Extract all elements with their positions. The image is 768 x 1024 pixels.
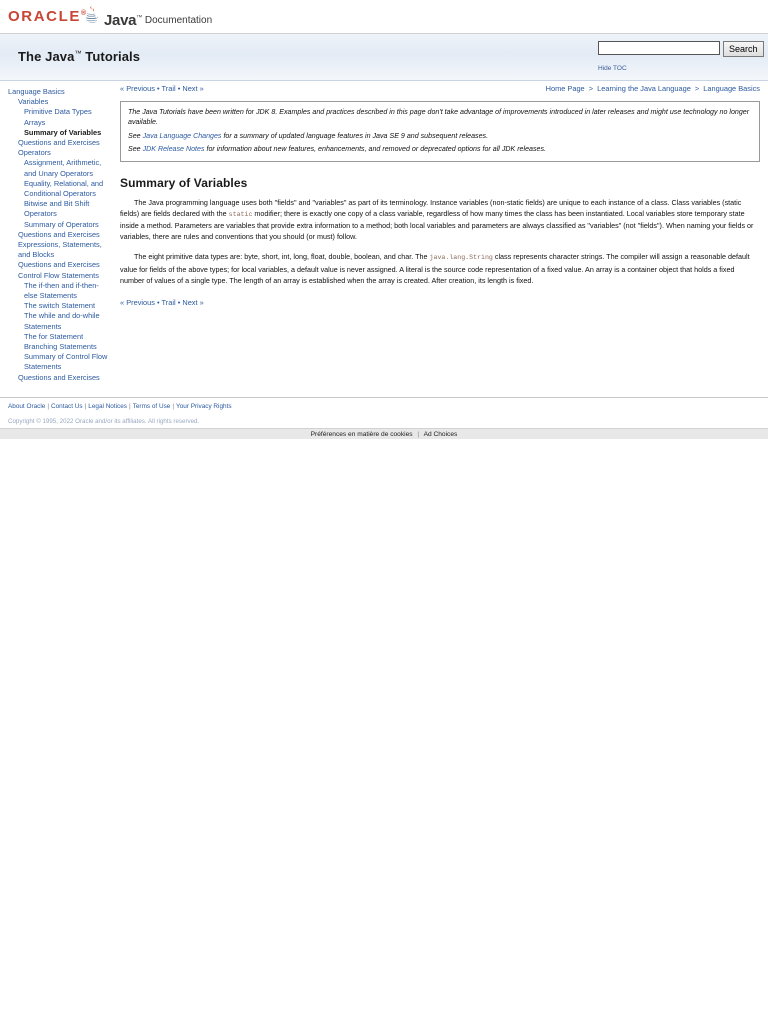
toc-item[interactable]: Variables — [18, 97, 49, 107]
table-of-contents-sidebar — [0, 81, 110, 383]
trail-link-bottom[interactable]: Trail — [161, 298, 176, 308]
search-input[interactable] — [598, 41, 720, 55]
page-body — [0, 81, 768, 383]
breadcrumb — [546, 81, 760, 96]
toc-item[interactable]: Equality, Relational, and Conditional Operators — [24, 178, 104, 199]
trail-link-top[interactable]: Trail — [161, 84, 176, 93]
toc-item[interactable]: Assignment, Arithmetic, and Unary Operators — [24, 158, 102, 178]
top-navigation-bar — [118, 81, 762, 96]
java-language-changes-link[interactable]: Java Language Changes — [142, 131, 222, 140]
paragraph-2-text-a: The eight primitive data types are: byte, short, int, long, float, double, boolean, and char. The — [134, 252, 430, 262]
paragraph-2-text-b: class represents character strings. The compiler will assign a reasonable default value for fields of the above types; for local variables, a default value is never assigned. A literal is the source code representation of a fixed value. An array is a container object that holds a fixed number of values of a single type. The length of an array is established when the array is created. After creation, its length is fixed. — [120, 252, 750, 285]
oracle-logo-text: ORACLE — [8, 8, 81, 25]
prev-arrow-bottom: « — [120, 298, 125, 308]
toc-item[interactable]: Summary of Control Flow Statements — [24, 352, 108, 372]
toc-item[interactable]: The while and do-while Statements — [24, 311, 100, 331]
jdk-version-notice-box — [120, 101, 760, 162]
article-heading: Summary of Variables — [120, 175, 248, 190]
notice-line-3 — [128, 144, 752, 154]
jdk-release-notes-link[interactable]: JDK Release Notes — [142, 145, 205, 154]
prev-trail-next-nav-bottom — [120, 295, 204, 310]
next-arrow-bottom: » — [199, 298, 204, 308]
article-paragraph-1 — [120, 197, 760, 243]
toc-item[interactable]: The switch Statement — [24, 301, 96, 311]
footer-link-about-oracle[interactable]: About Oracle — [8, 402, 46, 410]
toc-item[interactable]: Questions and Exercises — [18, 372, 100, 382]
toc-item[interactable]: Branching Statements — [24, 342, 97, 352]
site-title-prefix: The Java — [18, 49, 75, 64]
notice-line-2-pre: See — [128, 131, 143, 140]
inline-code-java-lang-string: java.lang.String — [429, 254, 493, 262]
next-link-bottom[interactable]: Next — [182, 298, 198, 308]
toc-item[interactable]: The for Statement — [24, 331, 84, 341]
next-link-top[interactable]: Next — [182, 84, 198, 93]
footer-separator: | — [47, 402, 49, 410]
nav-separator-top-2: • — [177, 84, 181, 93]
inline-code-static: static — [228, 210, 253, 218]
toc-item[interactable]: Control Flow Statements — [18, 270, 99, 280]
footer-link-your-privacy-rights[interactable]: Your Privacy Rights — [176, 402, 232, 410]
java-wordmark: Java™ — [104, 12, 142, 29]
footer-separator: | — [129, 402, 131, 410]
footer-separator: | — [172, 402, 175, 410]
cookie-preferences-link[interactable]: Préférences en matière de cookies — [310, 430, 413, 438]
toc-item[interactable]: Questions and Exercises — [18, 229, 100, 239]
toc-item[interactable]: Primitive Data Types — [24, 107, 92, 117]
footer-link-legal-notices[interactable]: Legal Notices — [88, 402, 128, 410]
article-paragraph-2 — [120, 251, 760, 286]
footer-link-terms-of-use[interactable]: Terms of Use — [132, 402, 171, 410]
toc-item[interactable]: Operators — [18, 148, 51, 158]
paragraph-1-text-b: modifier; there is exactly one copy of a class variable, regardless of how many times the class has been instantiated. Local variables store temporary state inside a method. Parameters are variables that provide extra information to a method; both local variables and parameters are always classified as "variables" (not "fields"). When naming your fields or variables, there are rules and conventions that you should (or must) follow. — [120, 208, 754, 242]
breadcrumb-separator-1: > — [588, 84, 594, 93]
toc-item[interactable]: Questions and Exercises — [18, 138, 100, 148]
documentation-label: Documentation — [144, 15, 213, 26]
java-coffee-cup-icon — [84, 5, 101, 28]
trademark-mark: ™ — [74, 50, 82, 58]
search-area — [598, 41, 758, 75]
previous-link-top[interactable]: Previous — [126, 84, 155, 93]
breadcrumb-learning-java-language[interactable]: Learning the Java Language — [597, 84, 691, 93]
toc-item[interactable]: Arrays — [24, 117, 46, 127]
bottom-navigation-bar — [118, 295, 762, 310]
toc-item[interactable]: Summary of Operators — [24, 219, 99, 229]
paragraph-1-text-a: The Java programming language uses both "fields" and "variables" as part of its terminology. Instance variables (non-static fields) are unique to each instance of a class. Class variables (static fields) are fields declared with the — [120, 197, 742, 218]
notice-line-3-pre: See — [128, 145, 143, 154]
nav-separator-top-1: • — [157, 84, 160, 93]
previous-link-bottom[interactable]: Previous — [126, 298, 155, 308]
toc-item-current: Summary of Variables — [24, 127, 102, 137]
cookie-bar-separator: | — [417, 430, 420, 438]
footer-link-contact-us[interactable]: Contact Us — [50, 402, 83, 410]
page-title — [18, 49, 140, 64]
prev-trail-next-nav-top — [120, 81, 204, 96]
java-documentation-logo[interactable] — [84, 5, 212, 28]
search-button[interactable]: Search — [723, 41, 764, 57]
footer-separator: | — [84, 402, 87, 410]
notice-line-2-post: for a summary of updated language features in Java SE 9 and subsequent releases. — [221, 131, 489, 140]
oracle-registered-mark: ® — [80, 10, 87, 17]
next-arrow-top: » — [199, 84, 204, 93]
notice-line-1: The Java Tutorials have been written for JDK 8. Examples and practices described in this page don't take advantage of improvements introduced in later releases and might use technology no longer available. — [128, 108, 750, 127]
nav-separator-bottom-2: • — [177, 298, 181, 308]
notice-line-2 — [128, 131, 752, 141]
notice-line-3-post: for information about new features, enhancements, and removed or deprecated options for all JDK releases. — [204, 145, 546, 154]
nav-separator-bottom-1: • — [157, 298, 160, 308]
toc-item[interactable]: Questions and Exercises — [18, 260, 100, 270]
toc-item[interactable]: Expressions, Statements, and Blocks — [18, 240, 102, 260]
search-row — [598, 41, 758, 57]
toc-item[interactable]: Language Basics — [8, 87, 65, 96]
page-footer — [0, 397, 768, 438]
main-content — [110, 81, 768, 310]
footer-links — [8, 402, 768, 412]
breadcrumb-language-basics[interactable]: Language Basics — [703, 84, 760, 93]
prev-arrow-top: « — [120, 84, 125, 93]
toc-item[interactable]: The if-then and if-then-else Statements — [24, 280, 99, 301]
copyright-notice: Copyright © 1995, 2022 Oracle and/or its affiliates. All rights reserved. — [8, 417, 200, 425]
toc-item[interactable]: Bitwise and Bit Shift Operators — [24, 199, 90, 219]
cookie-preferences-bar — [0, 428, 768, 439]
title-band — [0, 34, 768, 81]
breadcrumb-home-page[interactable]: Home Page — [545, 84, 585, 93]
site-title-suffix: Tutorials — [81, 49, 141, 64]
hide-toc-link[interactable]: Hide TOC — [598, 65, 627, 72]
breadcrumb-separator-2: > — [694, 84, 700, 93]
ad-choices-link[interactable]: Ad Choices — [423, 430, 458, 438]
masthead — [0, 0, 768, 34]
oracle-logo[interactable] — [8, 8, 86, 25]
